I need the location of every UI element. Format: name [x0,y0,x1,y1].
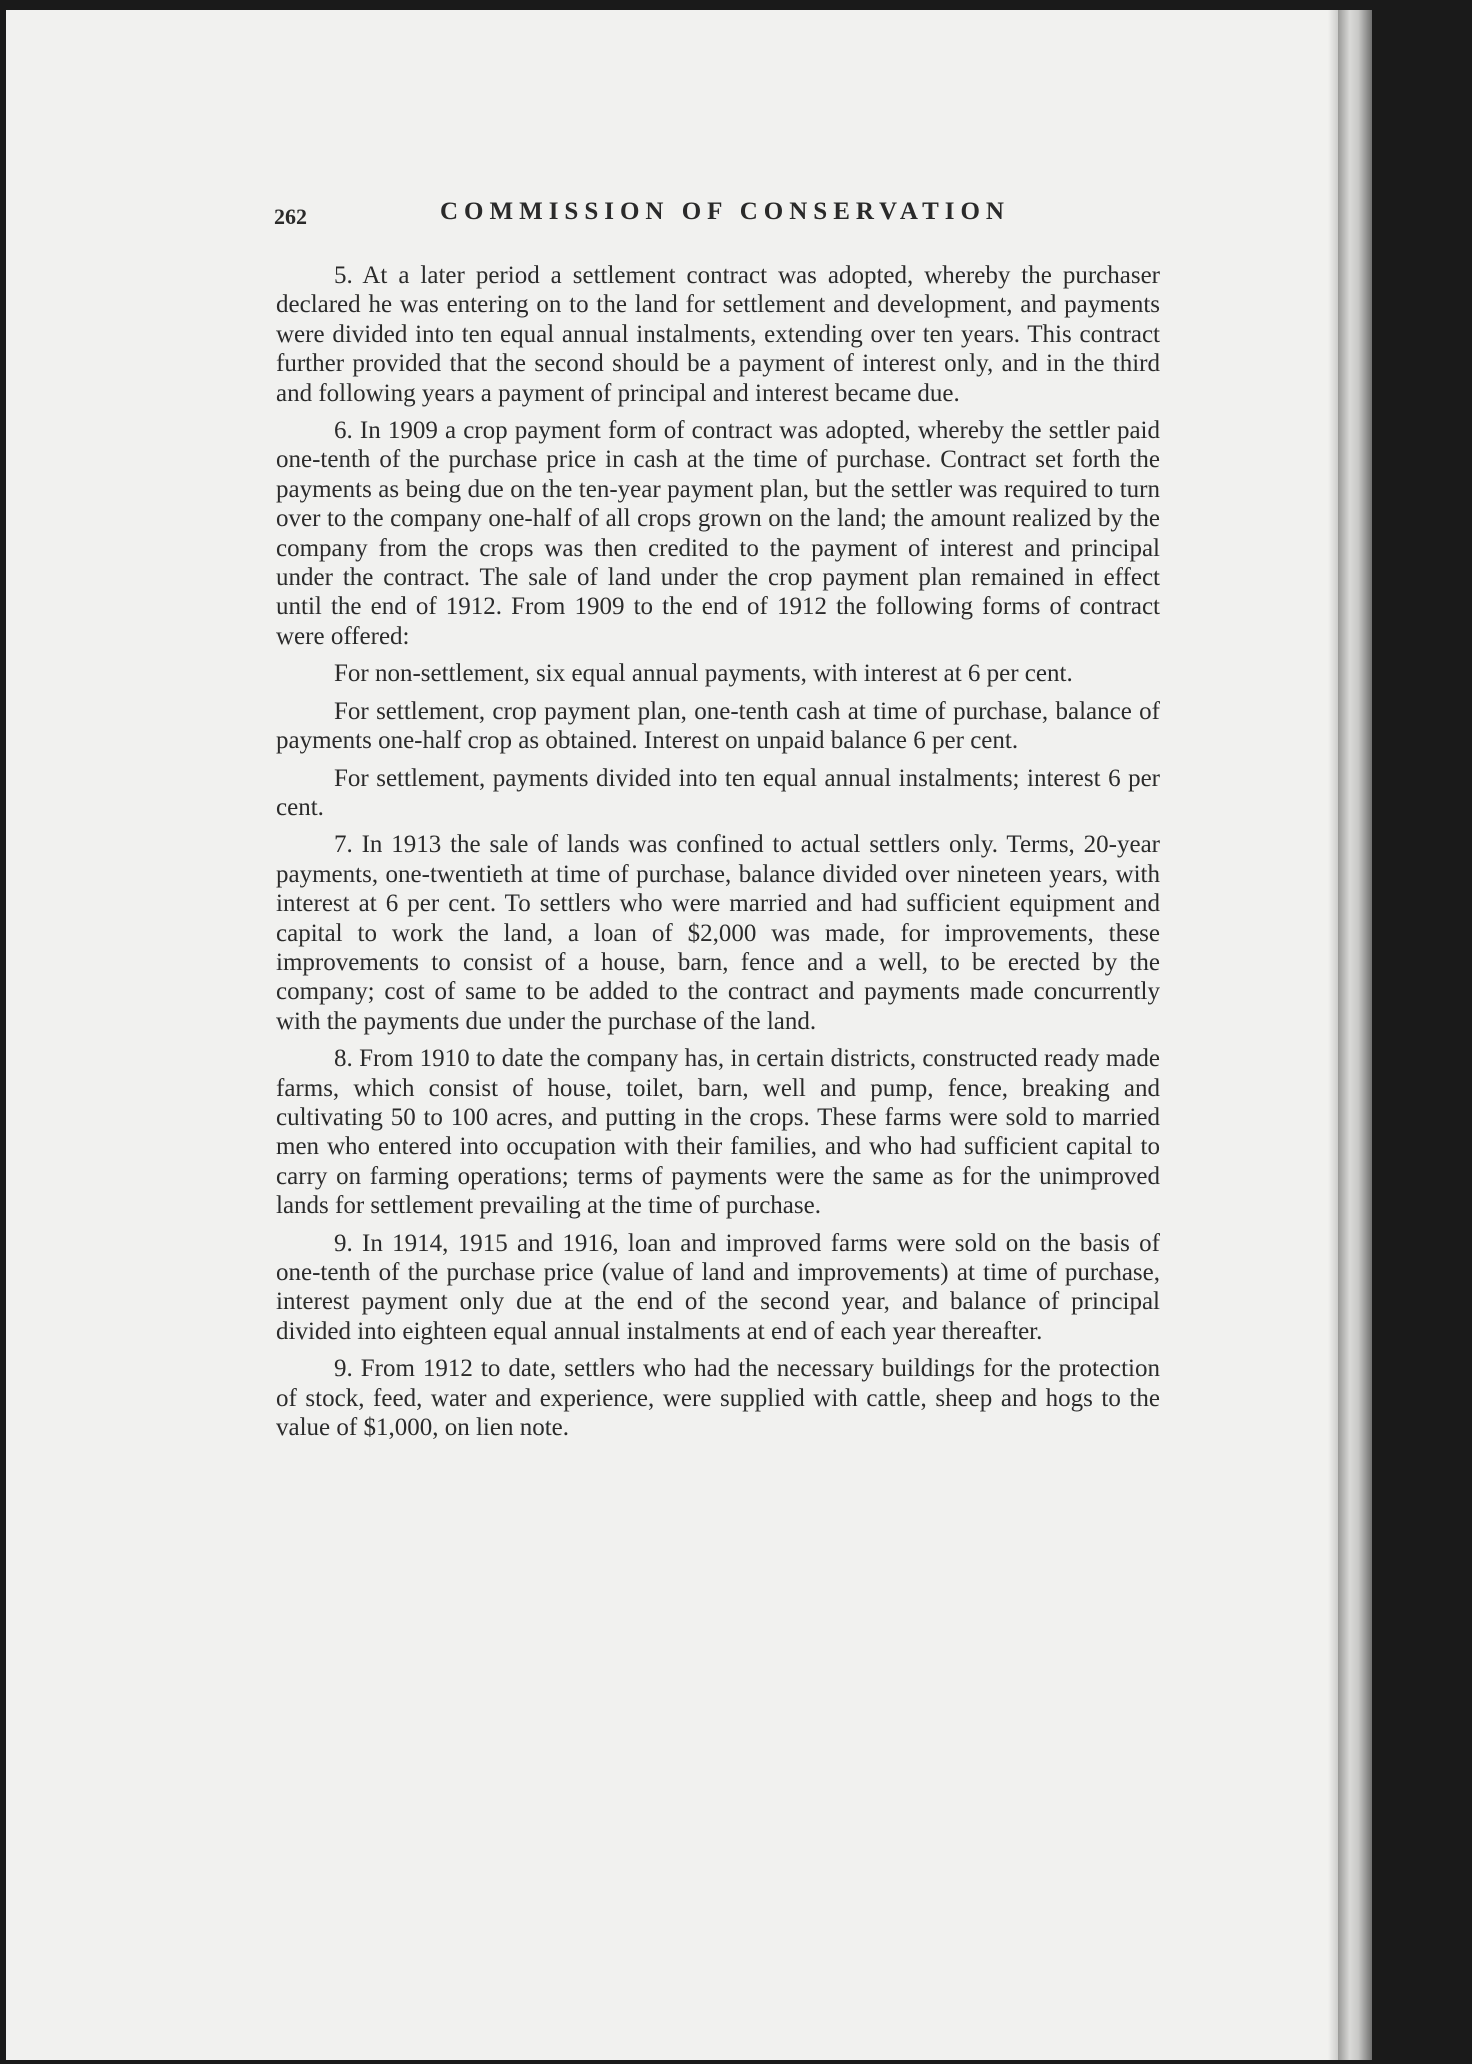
paragraph-6: 6. In 1909 a crop payment form of contract was adopted, whereby the settler paid one-tenth of the purchase price in cash at the time of purchase. Contract set forth the payments as being due on the ten-year payment plan, but the settler was required to turn over to the company one-half of all crops grown on the land; the amount realized by the company from the crops was then credited to the payment of interest and principal under the contract. The sale of land under the crop payment plan remained in effect until the end of 1912. From 1909 to the end of 1912 the following forms of contract were offered: [276,417,1160,650]
paragraph-9a: 9. In 1914, 1915 and 1916, loan and improved farms were sold on the basis of one-tenth of the purchase price (value of land and improvements) at time of purchase, interest payment only due at the end of the second year, and balance of principal divided into eighteen equal annual instalments at end of each year thereafter. [276,1229,1160,1345]
page-number: 262 [274,204,307,229]
paragraph-8: 8. From 1910 to date the company has, in certain districts, constructed ready made farms, which consist of house, toilet, barn, well and pump, fence, breaking and cultivating 50 to 100 acres, and putting in the crops. These farms were sold to married men who entered into occupation with their families, and who had sufficient capital to carry on farming operations; terms of payments were the same as for the unimproved lands for settlement prevailing at the time of purchase. [276,1045,1160,1220]
page-header [274,198,1158,238]
paragraph-7: 7. In 1913 the sale of lands was confined to actual settlers only. Terms, 20-year payments, one-twentieth at time of purchase, balance divided over nineteen years, with interest at 6 per cent. To settlers who were married and had sufficient equipment and capital to work the land, a loan of $2,000 was made, for improvements, these improvements to consist of a house, barn, fence and a well, to be erected by the company; cost of same to be added to the contract and payments made concurrently with the payments due under the purchase of the land. [276,831,1160,1035]
paragraph-settlement-crop: For settlement, crop payment plan, one-tenth cash at time of purchase, balance of payments one-half crop as obtained. Interest on unpaid balance 6 per cent. [276,697,1160,755]
paragraph-9b: 9. From 1912 to date, settlers who had the necessary buildings for the protection of stock, feed, water and experience, were supplied with cattle, sheep and hogs to the value of $1,000, on lien note. [276,1355,1160,1442]
paragraph-non-settlement: For non-settlement, six equal annual payments, with interest at 6 per cent. [334,660,1073,688]
body-text [276,261,1160,1450]
running-head: COMMISSION OF CONSERVATION [440,198,1010,225]
paragraph-settlement-payments: For settlement, payments divided into ten equal annual instalments; interest 6 per cent. [276,764,1160,821]
page-edge [1338,10,1372,2060]
paragraph-5: 5. At a later period a settlement contract was adopted, whereby the purchaser declared he was entering on to the land for settlement and development, and payments were divided into ten equal annual instalments, extending over ten years. This contract further provided that the second should be a payment of interest only, and in the third and following years a payment of principal and interest became due. [276,262,1160,407]
